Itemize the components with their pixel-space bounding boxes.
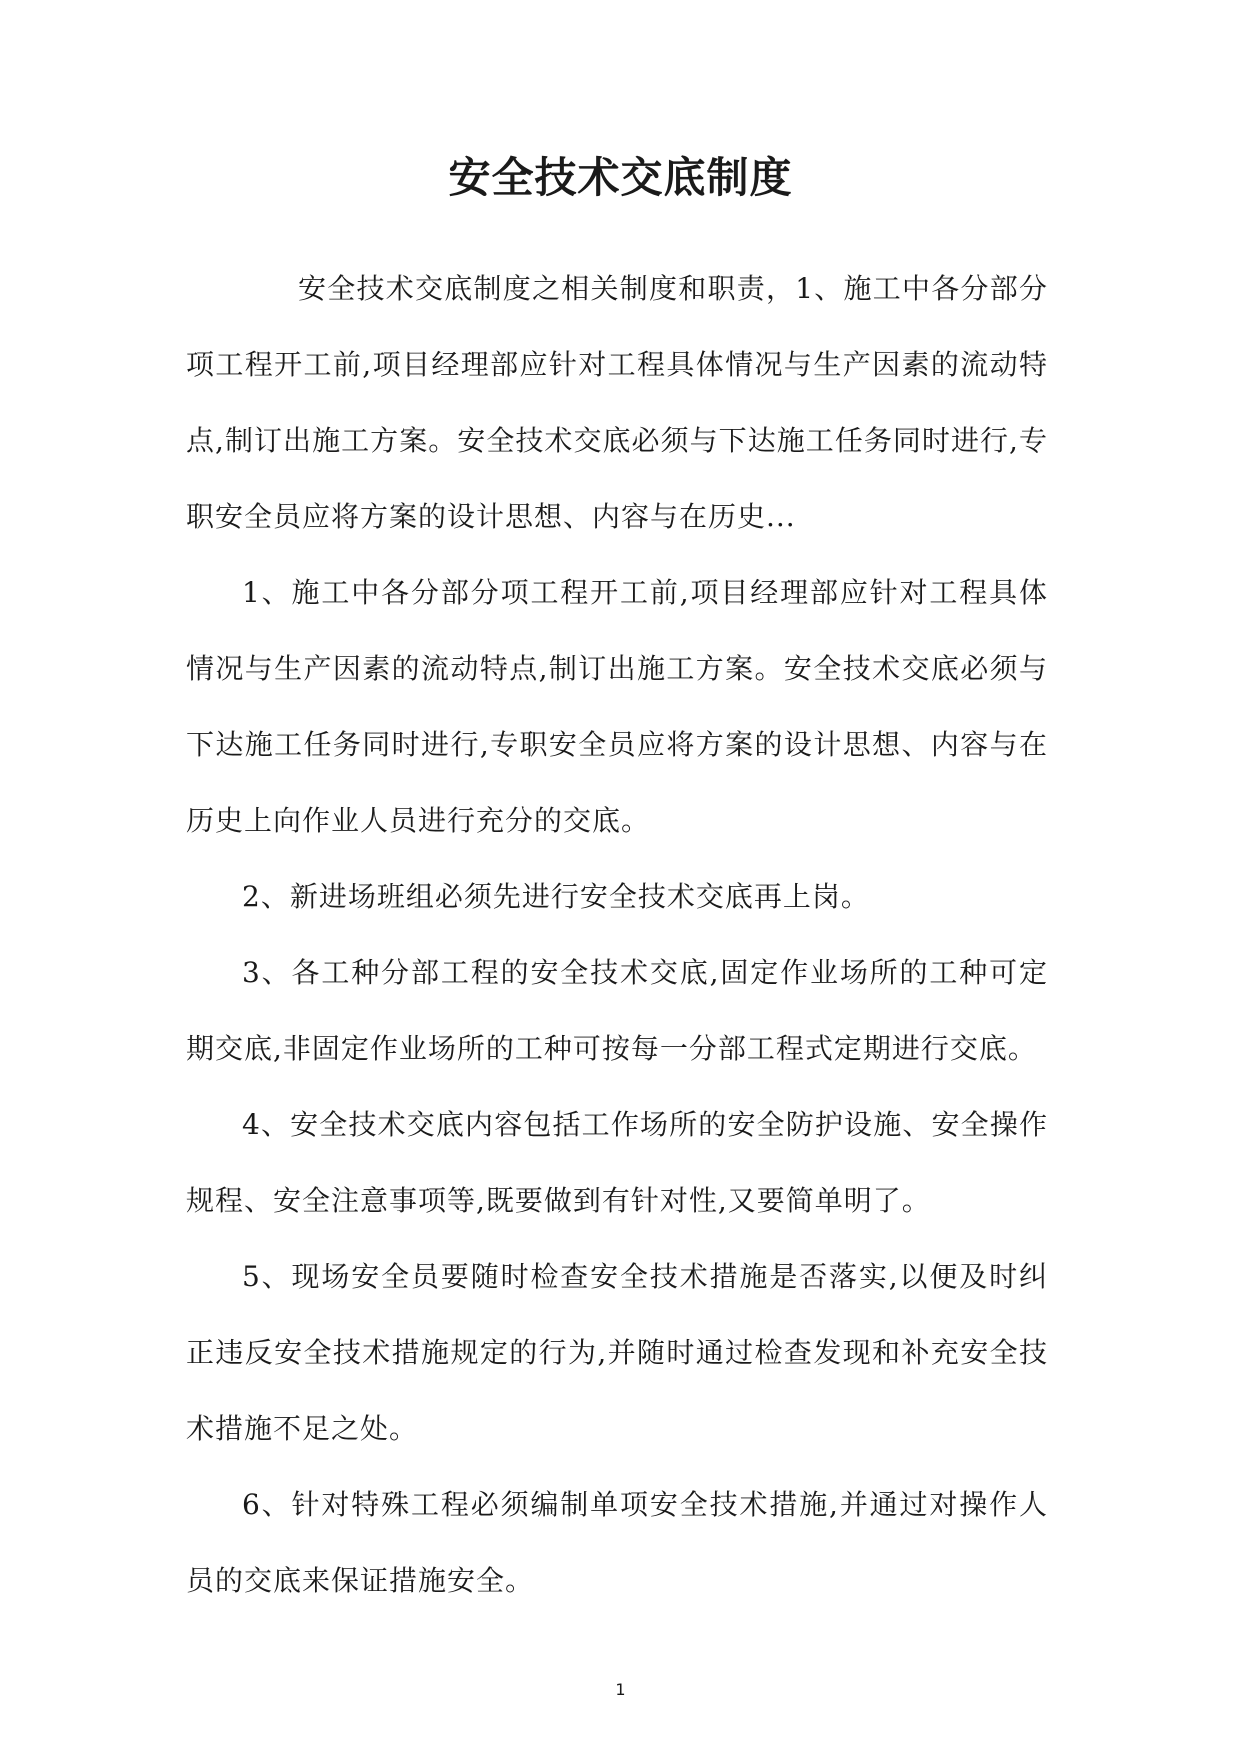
page-number: 1 [615, 1680, 626, 1699]
document-title: 安全技术交底制度 [448, 153, 793, 202]
paragraph-item-1: 1、施工中各分部分项工程开工前,项目经理部应针对工程具体情况与生产因素的流动特点,制订出施工方案。安全技术交底必须与下达施工任务同时进行,专职安全员应将方案的设计思想、内容与在历史上向作业人员进行充分的交底。 [186, 576, 1048, 837]
paragraph-item-6: 6、针对特殊工程必须编制单项安全技术措施,并通过对操作人员的交底来保证措施安全。 [186, 1488, 1048, 1597]
intro-paragraph: 安全技术交底制度之相关制度和职责，1、施工中各分部分项工程开工前,项目经理部应针对工程具体情况与生产因素的流动特点,制订出施工方案。安全技术交底必须与下达施工任务同时进行,专职安全员应将方案的设计思想、内容与在历史... [186, 272, 1048, 533]
paragraph-item-4: 4、安全技术交底内容包括工作场所的安全防护设施、安全操作规程、安全注意事项等,既要做到有针对性,又要简单明了。 [186, 1108, 1048, 1217]
document-body [186, 251, 1048, 1619]
paragraph-item-5: 5、现场安全员要随时检查安全技术措施是否落实,以便及时纠正违反安全技术措施规定的行为,并随时通过检查发现和补充安全技术措施不足之处。 [186, 1260, 1048, 1445]
paragraph-item-3: 3、各工种分部工程的安全技术交底,固定作业场所的工种可定期交底,非固定作业场所的工种可按每一分部工程式定期进行交底。 [186, 956, 1048, 1065]
paragraph-item-2: 2、新进场班组必须先进行安全技术交底再上岗。 [242, 880, 870, 913]
